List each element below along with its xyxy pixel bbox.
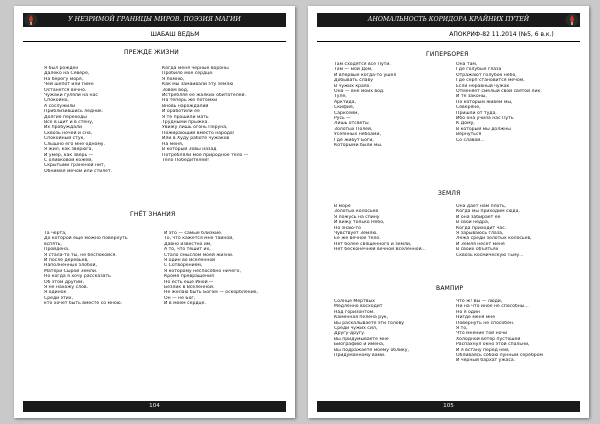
poem-line: Если неравный чужак — [456, 83, 510, 89]
poem-line: Нигде меня мне — [456, 315, 496, 321]
poem-line: В своих объятьях — [456, 247, 499, 253]
poem-line: Пробило моё сердце. — [162, 71, 214, 77]
poem-line: На теперь же потомки — [162, 98, 218, 104]
poem-line: Тело Победителей! — [162, 157, 210, 163]
page-header: У НЕЗРИМОЙ ГРАНИЦЫ МИРОВ. ПОЭЗИЯ МАГИИ — [23, 13, 286, 27]
poem-line: Я жил, как зверюга, — [44, 147, 93, 153]
poem-line: И умер, как зверь — — [44, 152, 94, 158]
poem-line: В который Зовы назад — [162, 147, 217, 153]
poem-title: ВАМПИР — [436, 285, 464, 292]
poem-line: Всё в щит и в стену, — [44, 120, 94, 126]
poem-line: И я встану перед ней, — [456, 347, 510, 353]
poem-line: На берегу моря, — [44, 76, 84, 82]
poem-line: А то, что тешит их, — [164, 247, 211, 253]
poem-line: Она там, — [456, 62, 478, 67]
poem-line: Когда мы приходим сюда, — [456, 209, 520, 215]
poem-line: Долгие переходы — [44, 114, 87, 120]
poem-line: И это — самые близкие. — [164, 231, 223, 236]
poem-line: И оработили её — [162, 109, 200, 115]
poem-line: Русь — — [334, 116, 351, 122]
torch-logo-icon — [565, 13, 579, 27]
poem-line: Но знаю-то — [334, 225, 361, 231]
poem-line: Он — не Бог, — [164, 295, 196, 301]
poem-line: Отменяет смелый свой святой лик. — [456, 89, 542, 95]
poem-line: Останется вечно. — [44, 87, 87, 93]
poem-line: Чужаки гуляли на нас — [44, 93, 98, 99]
left-page — [14, 6, 295, 418]
poem-line: Безлик в Вселенной. — [164, 285, 215, 291]
poem-line: В свои недра, — [456, 220, 490, 226]
poem-line: Нет более священного и земли, — [334, 241, 412, 247]
poem-line: Когда меня черные вороны — [162, 66, 229, 71]
right-page — [308, 6, 589, 418]
poem-line: Скрытыми граненой нит, — [44, 163, 106, 169]
poem-line: Что мнение той ночи — [456, 331, 508, 337]
poem-line: Наполненных злобой, — [44, 263, 97, 269]
poem-line: Потребляли моё природное тело — — [162, 152, 249, 158]
poem-line: А сослужили — [44, 103, 76, 109]
page-number: 105 — [317, 401, 580, 412]
poem-line: То, что кажется мне тайной, — [164, 236, 234, 242]
poem-line: Я то, — [456, 326, 468, 332]
section-subheader: ШАБАШ ВЕДЬМ — [150, 31, 200, 38]
poem-line: Ибо она учила нас Путь — [456, 116, 514, 122]
poem-line: Усеянных небоами, — [334, 132, 381, 138]
poem-line: Спокойно, — [44, 98, 69, 104]
poem-line: Или в Худу работе чужаков — [162, 136, 230, 142]
poem-line: Со славой... — [456, 137, 485, 143]
poem-line: Их пробуждали — [44, 125, 82, 131]
poem-line: Я не нахожу слов. — [44, 285, 89, 291]
poem-line: Но я один — [456, 309, 480, 315]
poem-line: Я помню, — [162, 76, 185, 82]
poem-line: Я один во Вселенной — [164, 258, 216, 264]
poem-line: До которой ещё можно повернуть — [44, 236, 128, 242]
poem-line: Ни на что иное не способны... — [456, 304, 529, 310]
poem-line: И вижу только Небо, — [334, 220, 385, 226]
poem-line: В чужих краях. — [334, 83, 371, 89]
poem-column — [334, 62, 450, 149]
poem-line: Матери Сырой Земли. — [44, 268, 98, 274]
header-rule — [317, 41, 580, 42]
poem-line: Она — вне моих вод. — [334, 89, 385, 95]
torch-logo-icon — [24, 13, 38, 27]
poem-column — [456, 62, 580, 143]
poem-line: Туле, — [334, 94, 347, 100]
poem-line: Над горизонтом. — [334, 309, 375, 315]
poem-column — [456, 204, 580, 258]
poem-line: Повернуть не способен. — [456, 320, 515, 326]
poem-column — [456, 299, 580, 364]
poem-column — [164, 231, 284, 307]
poem-line: Она даёт нам плоть, — [456, 204, 507, 209]
poem-line: Которыми были мы. — [334, 143, 383, 149]
poem-line: И впервые когда-то ушёл — [334, 72, 397, 78]
poem-column — [334, 299, 450, 358]
poem-line: Пожирающий вместо народа! — [162, 130, 235, 136]
poem-line: Там — мой Дом, — [334, 67, 373, 73]
poem-line: Я которому неспособно ничего, — [164, 268, 241, 274]
poem-line: С Сотворением, — [164, 263, 203, 269]
poem-line: Но есть ещё Иной — — [164, 279, 214, 285]
poem-line: Северяне, — [456, 105, 481, 111]
poem-line: Я ложусь на спину — [334, 214, 380, 220]
poem-line: Биографию и имена, — [334, 342, 385, 348]
poem-line: Спокойный стук, — [44, 136, 85, 142]
poem-line: Золотых Полей, — [334, 126, 373, 132]
poem-line: Не желаю быть Богом — оскорбление, — [164, 290, 258, 296]
poem-line: Другу-другу. — [334, 331, 366, 337]
poem-line: Та чертa, — [44, 231, 67, 236]
poem-line: Сквозь космическую Тьму... — [456, 252, 524, 258]
poem-line: И после деревьев, — [44, 258, 89, 264]
poem-line: И чёрный бархат ужаса. — [456, 358, 516, 364]
poem-line: Слышно его мне одному. — [44, 141, 105, 147]
poem-line: Арктида, — [334, 99, 356, 105]
page-header: АНОМАЛЬНОСТЬ КОРИДОРА КРАЙНИХ ПУТЕЙ — [317, 13, 580, 27]
poem-line: вспять, — [44, 241, 62, 247]
poem-column — [334, 204, 450, 253]
header-rule — [23, 41, 286, 42]
poem-line: Лёжа среди золотых колосьев, — [456, 236, 532, 242]
poem-line: Медленно восходит — [334, 304, 383, 310]
poem-column — [162, 66, 284, 163]
poem-line: Трудными прыжка. — [162, 120, 209, 126]
poem-line: Солнце Мёртвых — [334, 299, 375, 304]
poem-line: Вы придумываете мне — [334, 336, 389, 342]
poem-line: Чувствует Землю. — [334, 231, 378, 237]
poem-line: В море — [334, 204, 351, 209]
poem-line: Об этом другим, — [44, 279, 84, 285]
poem-line: Сквозь ночей и сна, — [44, 130, 93, 136]
poem-line: И Земля несёт меня — [456, 241, 505, 247]
poem-line: Где живут Боги, — [334, 137, 374, 143]
poem-line: Распахнул окно этой спальни, — [456, 342, 530, 348]
poem-column — [44, 231, 158, 307]
poem-line: Приблизившись ледник. — [44, 109, 104, 115]
poem-line: Где серп становится мечом, — [456, 78, 525, 84]
poem-title: ПРЕЖДЕ ЖИЗНИ — [124, 49, 179, 56]
poem-line: В который мы должны — [456, 126, 511, 132]
poem-line: И те законы, — [456, 94, 487, 100]
poem-line: Вернуться — [456, 132, 482, 138]
poem-line: Я был рождён — [44, 66, 79, 71]
poem-line: К Дому, — [456, 121, 475, 127]
poem-line: Вы раскалываете эти голову — [334, 320, 404, 326]
poem-line: Отражают голубое небо, — [456, 72, 517, 78]
poem-line: Её же вечное тело. — [334, 236, 381, 242]
poem-line: кто хочет быть вместе со мною. — [44, 301, 123, 307]
poem-line: Увижу лишь огонь Перуна, — [162, 125, 228, 131]
poem-line: На меня, — [162, 141, 184, 147]
poem-line: Кроме превращения — [164, 274, 214, 280]
poem-line: Вы подражаете моему облику, — [334, 347, 409, 353]
poem-line: Я зарываюсь глаза, — [456, 231, 504, 237]
poem-line: Как мы замаивали эту землю — [162, 82, 234, 88]
poem-title: ЗЕМЛЯ — [438, 190, 461, 197]
poem-line: Истребляя её жалких обитателей. — [162, 93, 246, 99]
poem-line: Что ж! Вы — люди, — [456, 299, 503, 304]
poem-line: Пришли от туда, — [456, 110, 497, 116]
poem-column — [44, 66, 156, 174]
poem-line: Холодной ветер пустошей — [456, 336, 521, 342]
page-number: 104 — [23, 401, 286, 412]
poem-line: Далеко на Севере, — [44, 71, 90, 77]
poem-line: Среди чужих сил, — [334, 326, 378, 332]
poem-line: По которым живём мы, — [456, 99, 513, 105]
poem-line: Давно известно им, — [164, 241, 212, 247]
poem-line: Зовом вод, — [162, 87, 189, 93]
poem-title: ГИПЕРБОРЕЯ — [426, 51, 469, 58]
poem-line: Золотых колосьев — [334, 209, 379, 215]
poem-line: С оливковой кожей, — [44, 157, 93, 163]
poem-line: Но когда я хочу рассказать — [44, 274, 111, 280]
poem-line: Чей шепот или гимн — [44, 82, 94, 88]
poem-line: Обливаясь собою лунным серебром — [456, 353, 543, 359]
poem-line: Пройдена. — [44, 247, 70, 253]
poem-line: Сарксейм, — [334, 110, 359, 116]
poem-line: Где голубые глаза — [456, 67, 502, 73]
poem-line: Стало смыслом моей жизни. — [164, 252, 234, 258]
poem-line: Придуманному вами. — [334, 353, 386, 359]
poem-line: Нет бесконечней вечной Вселенной... — [334, 247, 426, 253]
poem-line: Лишь отсветы — [334, 121, 369, 127]
poem-line: Когда приходит час. — [456, 225, 507, 231]
poem-line: Я те прошили мать — [162, 114, 209, 120]
poem-line: И она забирает её — [456, 214, 501, 220]
poem-line: Я одинок — [44, 290, 67, 296]
poem-line: Там сходятся все Пути. — [334, 62, 391, 67]
poem-line: Каменная пелена рук, — [334, 315, 389, 321]
section-subheader: АПОКРИФ-82 11.2014 (№5, 6 в.к.) — [449, 31, 554, 38]
poem-line: Обнимая мечом или стилет. — [44, 168, 113, 174]
poem-line: Добывать славу — [334, 78, 373, 84]
poem-line: Среди этих, — [44, 295, 73, 301]
poem-title: ГНЁТ ЗНАНИЯ — [130, 211, 176, 218]
poem-line: И в моём сердце. — [164, 301, 206, 307]
poem-line: Скифия, — [334, 105, 355, 111]
poem-line: Я стала-то ты, не беспокойся. — [44, 252, 117, 258]
poem-line: Вновь нарождалий — [162, 103, 209, 109]
